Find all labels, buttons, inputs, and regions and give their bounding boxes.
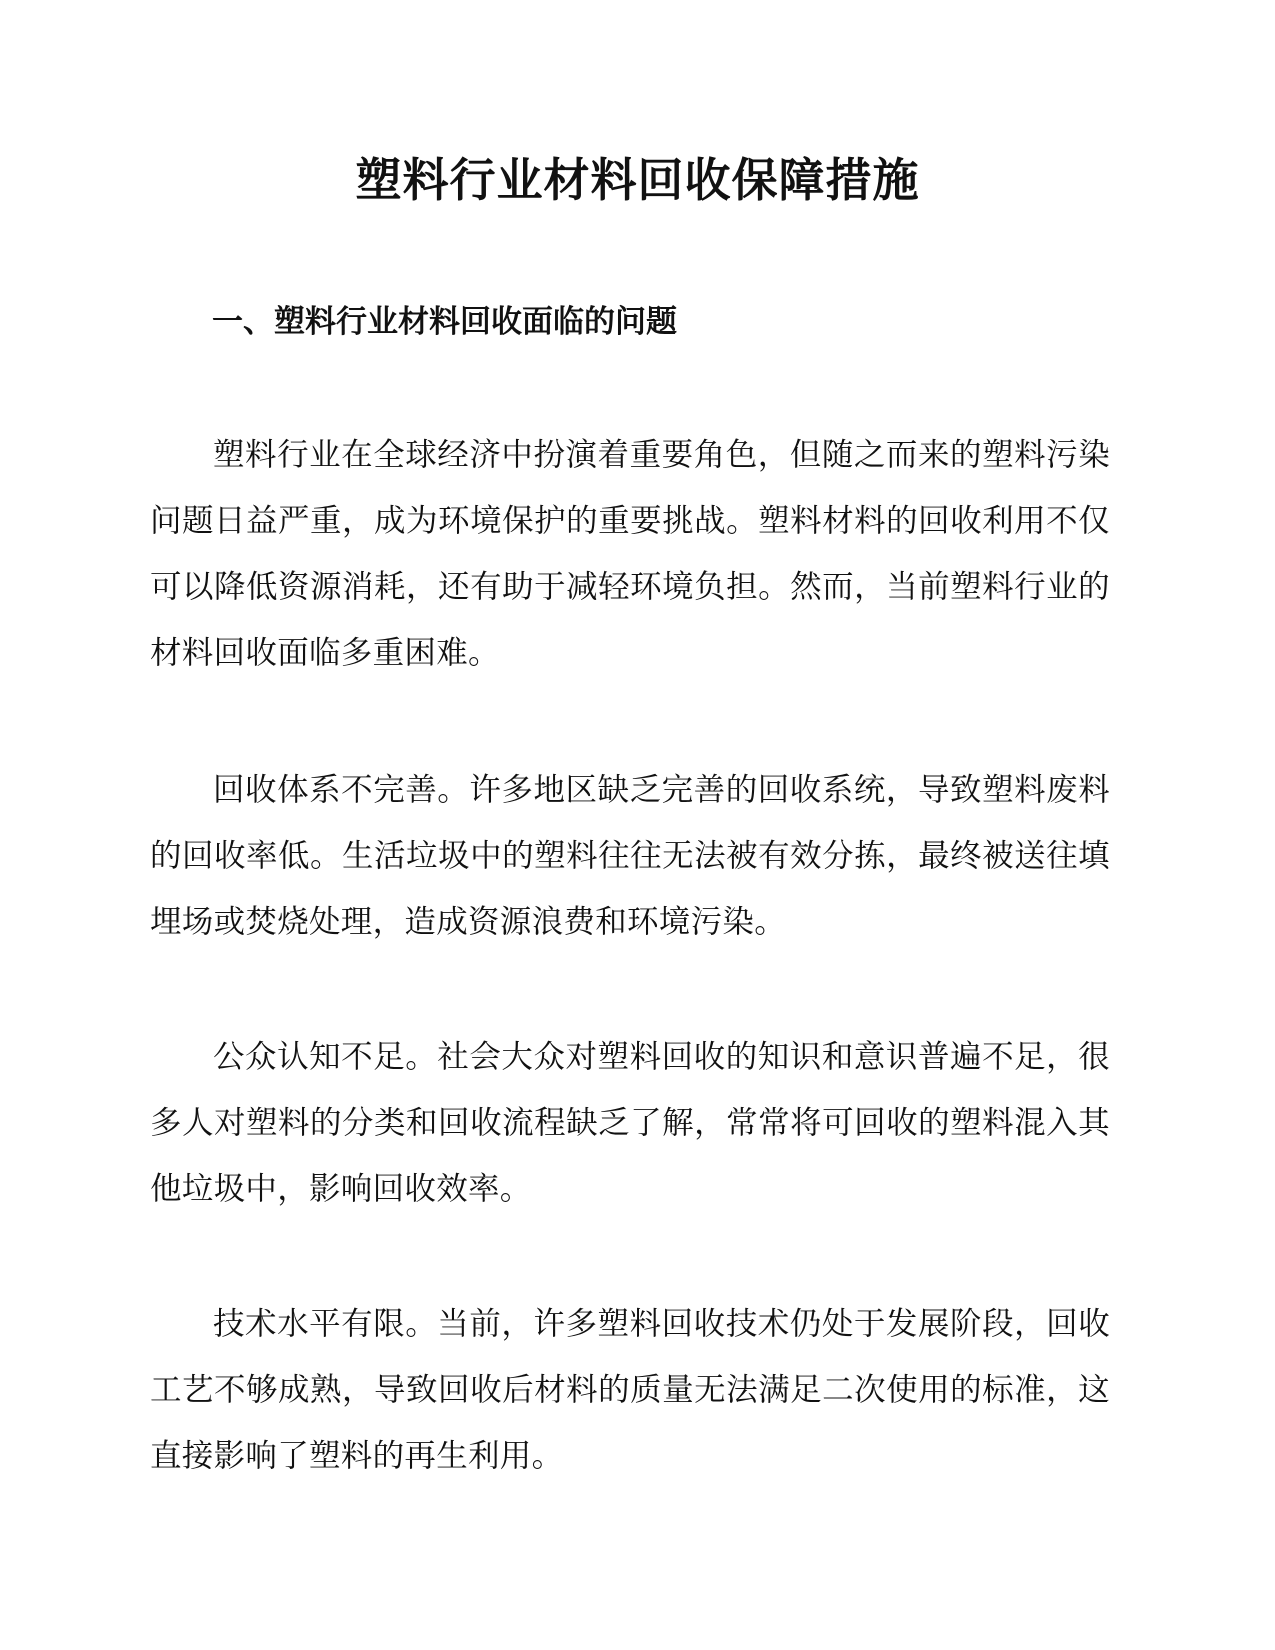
paragraph-public-awareness: 公众认知不足。社会大众对塑料回收的知识和意识普遍不足，很多人对塑料的分类和回收流程缺乏了解，常常将可回收的塑料混入其他垃圾中，影响回收效率。: [150, 1039, 1110, 1207]
document-title: 塑料行业材料回收保障措施: [355, 153, 920, 207]
section-heading: 一、塑料行业材料回收面临的问题: [212, 304, 677, 340]
paragraph-recycling-system: 回收体系不完善。许多地区缺乏完善的回收系统，导致塑料废料的回收率低。生活垃圾中的塑料往往无法被有效分拣，最终被送往填埋场或焚烧处理，造成资源浪费和环境污染。: [150, 772, 1110, 940]
paragraph-intro: 塑料行业在全球经济中扮演着重要角色，但随之而来的塑料污染问题日益严重，成为环境保护的重要挑战。塑料材料的回收利用不仅可以降低资源消耗，还有助于减轻环境负担。然而，当前塑料行业的材料回收面临多重困难。: [150, 437, 1110, 671]
paragraph-technology-level: 技术水平有限。当前，许多塑料回收技术仍处于发展阶段，回收工艺不够成熟，导致回收后材料的质量无法满足二次使用的标准，这直接影响了塑料的再生利用。: [150, 1306, 1110, 1474]
